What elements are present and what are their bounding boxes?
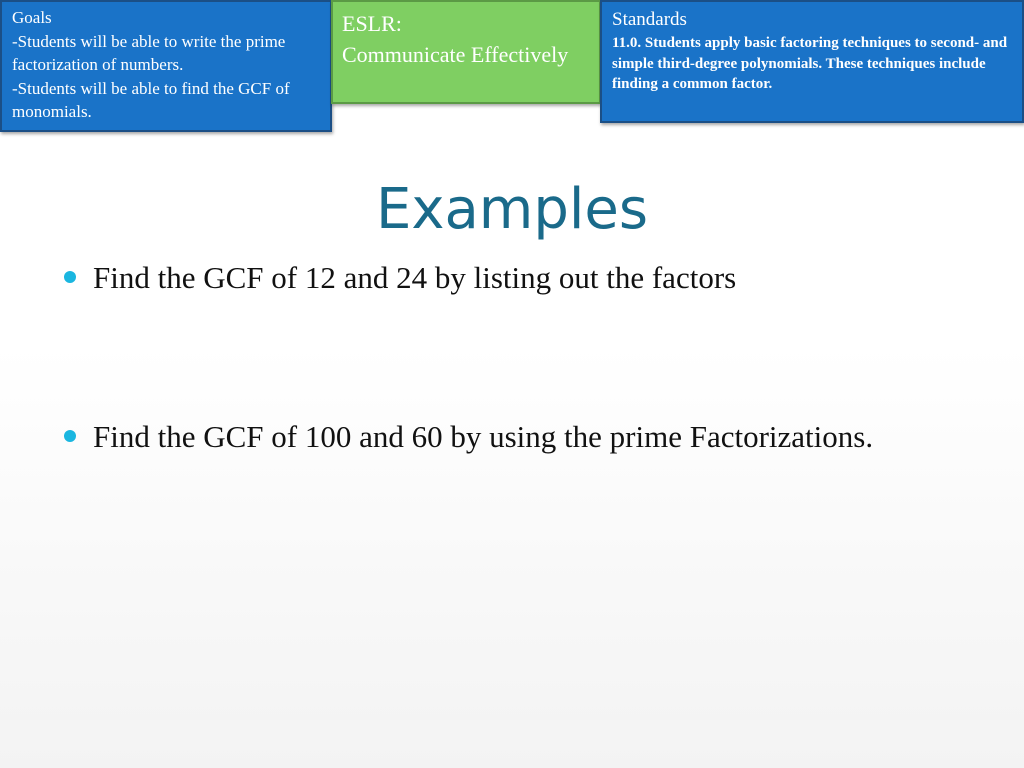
bullet-list [64,254,964,459]
standards-text: 11.0. Students apply basic factoring techniques to second- and simple third-degree polynomials. These techniques include finding a common factor. [612,35,1008,92]
eslr-box [331,0,601,104]
eslr-text: Communicate Effectively [342,42,569,67]
goals-heading: Goals [12,8,52,27]
bullet-text: Find the GCF of 12 and 24 by listing out the factors [93,260,737,295]
bullet-item [64,256,964,300]
eslr-heading: ESLR: [342,11,402,36]
standards-heading: Standards [612,9,687,30]
goals-line-1: -Students will be able to write the prime factorization of numbers. [12,31,286,74]
standards-box [600,0,1024,123]
slide-title: Examples [375,177,649,242]
bullet-dot-icon [64,271,76,283]
goals-line-2: -Students will be able to find the GCF of monomials. [12,78,290,121]
bullet-dot-icon [64,430,76,442]
bullet-item [64,415,964,459]
bullet-text: Find the GCF of 100 and 60 by using the prime Factorizations. [93,419,874,454]
goals-box [0,0,332,132]
